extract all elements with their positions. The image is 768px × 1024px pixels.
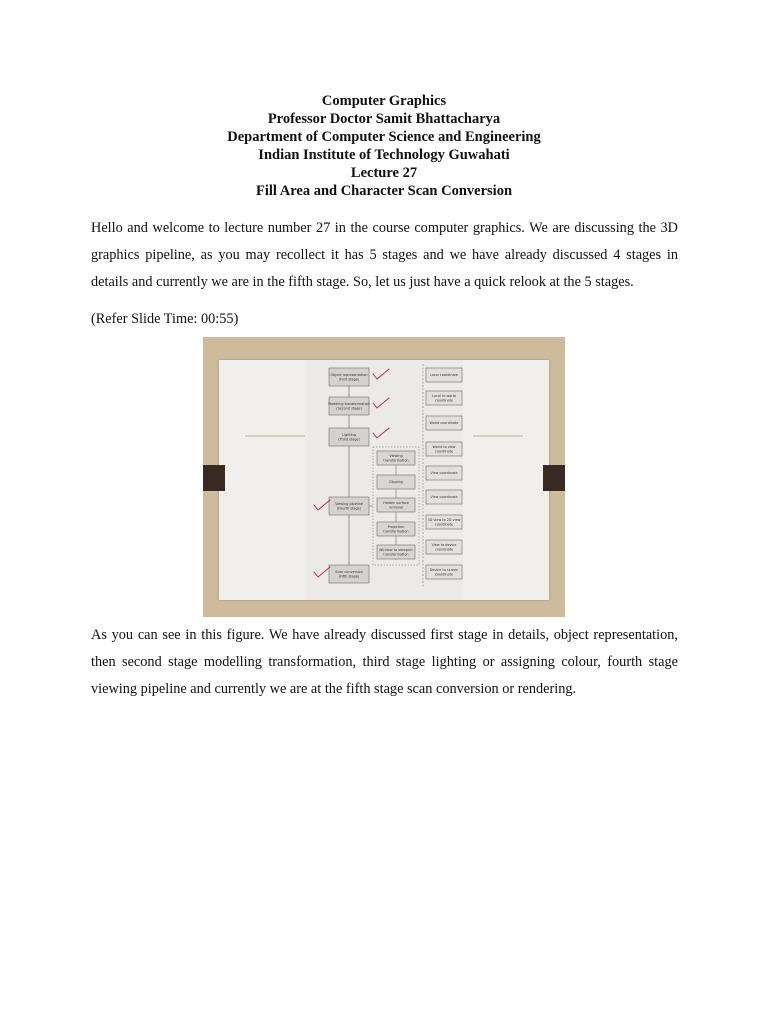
substage-box-label: transformation xyxy=(383,552,409,557)
slide-figure xyxy=(203,337,565,617)
coordinate-box-label: View to device xyxy=(431,543,457,548)
substage-box-label: transformation xyxy=(383,458,409,463)
coordinate-box-label: Local coordinate xyxy=(430,373,458,378)
slide-time-reference: (Refer Slide Time: 00:55) xyxy=(91,311,239,327)
substage-box-label: Clipping xyxy=(389,480,403,485)
coordinate-box-label: View coordinate xyxy=(430,495,458,500)
coordinate-box-label: World coordinate xyxy=(429,421,459,426)
check-mark xyxy=(314,567,330,577)
substage-box-label: Projection xyxy=(387,525,405,530)
coordinate-box-label: View coordinate xyxy=(430,471,458,476)
check-mark xyxy=(314,500,330,510)
substage-box-label: Viewing xyxy=(389,454,403,459)
professor-name: Professor Doctor Samit Bhattacharya xyxy=(267,111,501,127)
check-mark xyxy=(373,369,389,379)
slide-screen xyxy=(219,360,549,600)
stage-box-label: Scan conversion xyxy=(335,570,363,575)
institute-name: Indian Institute of Technology Guwahati xyxy=(258,147,510,163)
department-name: Department of Computer Science and Engineering xyxy=(227,129,541,145)
coordinate-box-label: coordinate xyxy=(434,572,454,577)
stage-box-label: (Fifth stage) xyxy=(338,574,360,579)
coordinate-box-label: coordinate xyxy=(434,547,454,552)
stage-box-label: Lighting xyxy=(342,433,356,438)
substage-box-label: removal xyxy=(389,505,403,510)
coordinate-box-label: coordinate xyxy=(434,522,454,527)
course-title: Computer Graphics xyxy=(321,93,447,109)
lecture-number: Lecture 27 xyxy=(350,165,418,181)
stage-box-label: Object representation xyxy=(330,373,368,378)
stage-box-label: (First stage) xyxy=(338,377,360,382)
stage-box-label: (Second stage) xyxy=(336,406,362,411)
coordinate-box-label: Local to world xyxy=(432,394,456,399)
pipeline-diagram xyxy=(219,360,549,600)
intro-paragraph: Hello and welcome to lecture number 27 in the course computer graphics. We are discussing the 3D graphics pipeline, as you may recollect it has 5 stages and we have already discussed 4 stages in details and currently we are in the fifth stage. So, let us just have a quick relook at the 5 stages. xyxy=(91,220,678,290)
stage-box-label: Viewing pipeline xyxy=(335,502,363,507)
right-slide-tab xyxy=(543,465,565,491)
coordinate-box-label: Device to screen xyxy=(429,568,459,573)
substage-box-label: Hidden surface xyxy=(383,501,409,506)
stage-box-label: (Third stage) xyxy=(338,437,360,442)
coordinate-box-label: coordinate xyxy=(434,449,454,454)
document-header xyxy=(0,92,768,200)
coordinate-box-label: 3D view to 2D view xyxy=(427,518,461,523)
coordinate-box-label: World to view xyxy=(432,445,456,450)
substage-box-label: Window to viewport xyxy=(379,548,413,553)
check-mark xyxy=(373,428,389,438)
stage-box-label: Modeling transformation xyxy=(328,402,370,407)
explanation-paragraph: As you can see in this figure. We have already discussed first stage in details, object representation, then second stage modelling transformation, third stage lighting or assigning colour, fourth stage viewing pipeline and currently we are at the fifth stage scan conversion or rendering. xyxy=(91,627,678,697)
coordinate-box-label: coordinate xyxy=(434,398,454,403)
check-mark xyxy=(373,398,389,408)
stage-box-label: (Fourth stage) xyxy=(336,506,362,511)
substage-box-label: transformation xyxy=(383,529,409,534)
left-slide-tab xyxy=(203,465,225,491)
lecture-topic: Fill Area and Character Scan Conversion xyxy=(255,183,513,199)
